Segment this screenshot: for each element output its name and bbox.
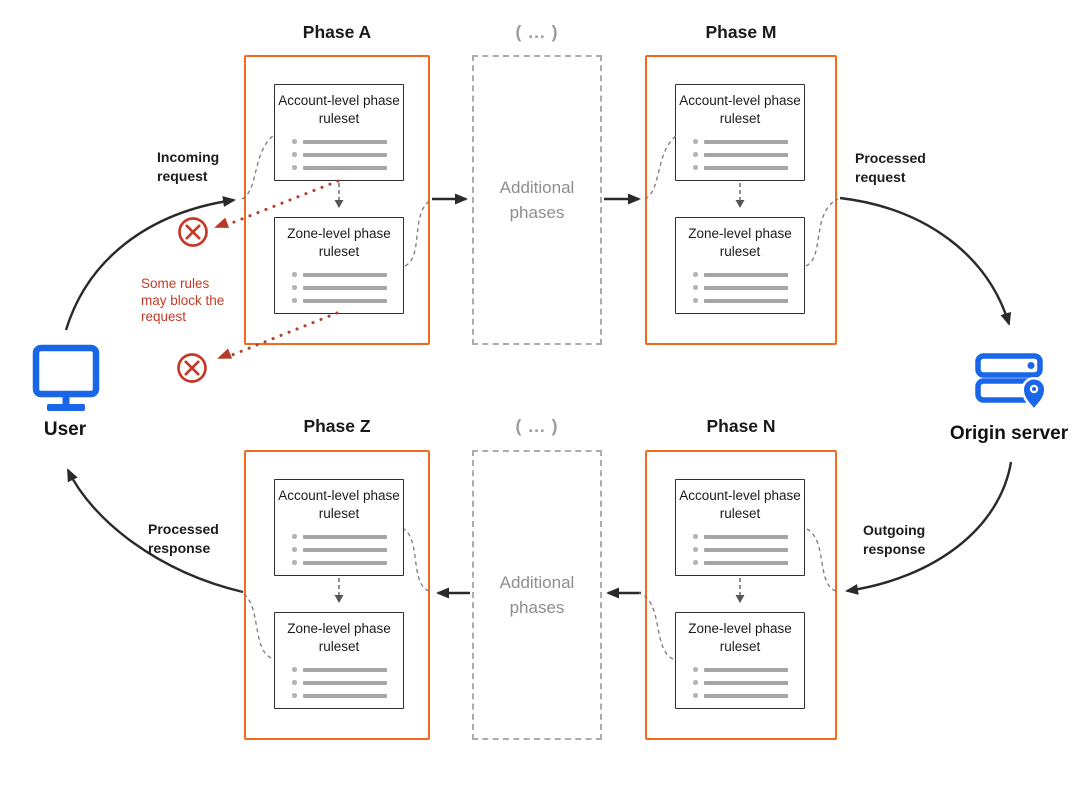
block-circled-x-icon	[180, 219, 207, 246]
bullet-dot-icon	[693, 272, 698, 277]
bullet-dot-icon	[693, 139, 698, 144]
incoming-request-label: Incoming request	[157, 149, 220, 184]
phase-m-zone-ruleset-card	[675, 217, 805, 314]
ruleset-rules	[275, 530, 403, 569]
rule-line	[704, 694, 788, 698]
rule-line	[704, 548, 788, 552]
bullet-dot-icon	[292, 560, 297, 565]
bullet-dot-icon	[292, 165, 297, 170]
bullet-dot-icon	[693, 152, 698, 157]
bullet-dot-icon	[292, 152, 297, 157]
phase-n-zone-ruleset-card	[675, 612, 805, 709]
rule-line	[303, 166, 387, 170]
block-circled-x-icon	[179, 355, 206, 382]
rule-line	[303, 286, 387, 290]
block-note: Some rules may block the request	[141, 276, 225, 324]
bullet-dot-icon	[292, 534, 297, 539]
bullet-dot-icon	[292, 667, 297, 672]
rule-line	[704, 681, 788, 685]
ruleset-rules	[676, 268, 804, 307]
rule-line	[704, 153, 788, 157]
bullet-dot-icon	[693, 285, 698, 290]
processed-response-label: Processed response	[148, 521, 219, 556]
bullet-dot-icon	[693, 165, 698, 170]
rule-line	[303, 668, 387, 672]
processed-request-arrow	[840, 198, 1009, 324]
ruleset-rules	[676, 135, 804, 174]
origin-server-icon	[978, 356, 1044, 408]
additional-phases-top-body: Additional phases	[499, 178, 575, 222]
ruleset-title: Zone-level phase ruleset	[287, 226, 391, 259]
bullet-dot-icon	[693, 298, 698, 303]
bullet-dot-icon	[292, 139, 297, 144]
ruleset-rules	[275, 135, 403, 174]
bullet-dot-icon	[292, 285, 297, 290]
phase-a-zone-ruleset-card	[274, 217, 404, 314]
rule-line	[704, 286, 788, 290]
rule-line	[303, 548, 387, 552]
bullet-dot-icon	[292, 547, 297, 552]
bullet-dot-icon	[693, 534, 698, 539]
rule-line	[303, 299, 387, 303]
phase-a-account-ruleset-card	[274, 84, 404, 181]
rule-line	[303, 694, 387, 698]
phase-n-account-ruleset-card	[675, 479, 805, 576]
rule-line	[303, 681, 387, 685]
bullet-dot-icon	[292, 272, 297, 277]
phase-z-account-ruleset-card	[274, 479, 404, 576]
phase-z-zone-ruleset-card	[274, 612, 404, 709]
ruleset-title: Account-level phase ruleset	[679, 488, 801, 521]
bullet-dot-icon	[693, 547, 698, 552]
phase-m-account-ruleset-card	[675, 84, 805, 181]
rule-line	[704, 166, 788, 170]
rule-line	[704, 299, 788, 303]
ruleset-rules	[676, 530, 804, 569]
phase-m-title: Phase M	[705, 22, 777, 42]
ruleset-rules	[676, 663, 804, 702]
ruleset-title: Account-level phase ruleset	[679, 93, 801, 126]
additional-phases-bottom-title: ( ... )	[515, 416, 559, 436]
phase-z-title: Phase Z	[303, 416, 371, 436]
bullet-dot-icon	[693, 560, 698, 565]
bullet-dot-icon	[292, 693, 297, 698]
bullet-dot-icon	[292, 298, 297, 303]
rule-line	[704, 535, 788, 539]
rule-line	[303, 535, 387, 539]
phase-a-title: Phase A	[302, 22, 372, 42]
ruleset-title: Account-level phase ruleset	[278, 488, 400, 521]
rule-line	[704, 561, 788, 565]
ruleset-rules	[275, 663, 403, 702]
rule-line	[303, 273, 387, 277]
bullet-dot-icon	[693, 680, 698, 685]
user-monitor-icon	[36, 348, 96, 411]
ruleset-title: Zone-level phase ruleset	[688, 621, 792, 654]
outgoing-response-label: Outgoing response	[863, 522, 926, 557]
bullet-dot-icon	[292, 680, 297, 685]
rule-line	[303, 140, 387, 144]
ruleset-title: Zone-level phase ruleset	[688, 226, 792, 259]
bullet-dot-icon	[693, 693, 698, 698]
ruleset-title: Zone-level phase ruleset	[287, 621, 391, 654]
origin-server-label: Origin server	[949, 423, 1069, 444]
additional-phases-bottom-body: Additional phases	[499, 573, 575, 617]
rule-line	[303, 561, 387, 565]
phase-n-title: Phase N	[706, 416, 776, 436]
ruleset-title: Account-level phase ruleset	[278, 93, 400, 126]
rule-line	[704, 140, 788, 144]
bullet-dot-icon	[693, 667, 698, 672]
rule-line	[704, 668, 788, 672]
processed-request-label: Processed request	[855, 150, 926, 185]
rule-line	[704, 273, 788, 277]
user-label: User	[43, 419, 87, 440]
rule-line	[303, 153, 387, 157]
ruleset-rules	[275, 268, 403, 307]
additional-phases-top-title: ( ... )	[515, 22, 559, 42]
